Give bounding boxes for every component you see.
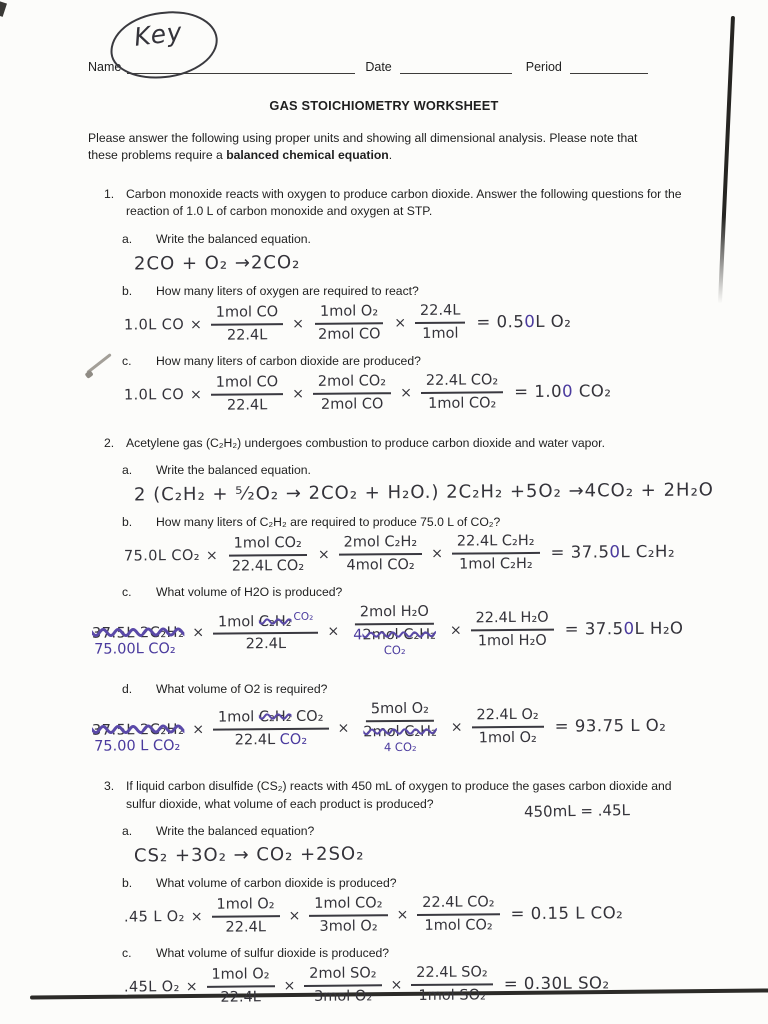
part-letter: c. xyxy=(122,585,132,600)
part-prompt: What volume of carbon dioxide is produced? xyxy=(156,875,397,890)
fraction-numerator xyxy=(417,894,500,915)
fraction xyxy=(471,707,544,747)
part-prompt-row xyxy=(122,232,708,246)
fraction-denominator xyxy=(423,393,501,412)
handwriting-fragment: 2mol CO xyxy=(317,325,381,343)
question-text: Acetylene gas (C₂H₂) undergoes combustion to produce carbon dioxide and water vapor. xyxy=(126,435,605,450)
multiply-sign: × xyxy=(431,545,444,562)
fraction-numerator xyxy=(211,304,284,325)
fraction xyxy=(211,896,279,936)
handwriting-fragment: 1mol CO₂ xyxy=(424,916,493,934)
handwriting-fragment: 2mol C₂H₂ xyxy=(343,533,418,551)
part-prompt: What volume of H2O is produced? xyxy=(156,585,343,600)
multiply-sign: × xyxy=(292,385,305,402)
fraction-numerator xyxy=(313,373,391,394)
fraction-numerator xyxy=(309,895,387,916)
handwritten-result xyxy=(504,974,610,994)
questions-list xyxy=(91,186,715,1006)
fraction-numerator xyxy=(229,535,307,556)
part-letter: d. xyxy=(122,681,133,696)
handwriting-fragment: = 1.0 xyxy=(514,382,563,402)
correction-text: 75.00L CO₂ xyxy=(94,641,176,659)
question-parts xyxy=(122,824,708,1005)
fraction-denominator xyxy=(419,915,497,934)
fraction xyxy=(211,304,284,344)
handwriting-fragment: 22.4L CO₂ xyxy=(231,557,305,575)
part-letter: c. xyxy=(122,946,132,961)
fraction xyxy=(227,535,310,575)
handwriting-fragment: 4mol CO₂ xyxy=(346,556,415,574)
handwriting-fragment: 2mol C₂H₂ xyxy=(363,723,437,740)
handwriting-fragment: 22.4L xyxy=(234,731,280,748)
question-part xyxy=(122,946,708,1004)
handwriting-fragment: 2mol H₂O xyxy=(359,603,429,621)
question-text: If liquid carbon disulfide (CS₂) reacts with 450 mL of oxygen to produce the gases carbon dioxide and sulfur dioxide, what volume of each product is produced? xyxy=(126,779,672,811)
handwritten-work-line xyxy=(124,479,715,506)
multiply-sign: × xyxy=(190,386,202,403)
fraction-numerator xyxy=(411,965,493,986)
multiply-sign: × xyxy=(337,719,350,737)
handwriting-fragment: 22.4L xyxy=(419,302,461,319)
handwritten-result xyxy=(476,312,571,332)
question-part xyxy=(122,354,708,412)
question-text: Carbon monoxide reacts with oxygen to produce carbon dioxide. Answer the following questions for the reaction of 1.0 L of carbon monoxide and oxygen at STP. xyxy=(126,187,682,219)
handwriting-fragment: 22.4L xyxy=(226,397,268,414)
fraction-numerator xyxy=(315,303,383,324)
date-blank-line xyxy=(400,55,512,74)
handwriting-fragment: 22.4L CO₂ xyxy=(422,894,495,911)
question-part xyxy=(122,515,708,573)
fraction xyxy=(470,610,553,650)
fraction xyxy=(211,374,284,414)
handwriting-fragment: 2mol SO₂ xyxy=(309,965,377,983)
question-parts xyxy=(91,462,715,755)
part-letter: b. xyxy=(122,514,133,529)
question-item xyxy=(104,778,708,1004)
handwritten-text xyxy=(124,547,200,564)
question-part xyxy=(122,231,708,275)
fraction xyxy=(411,965,493,1005)
handwriting-fragment: 0 xyxy=(524,311,536,332)
handwritten-equation: 2 (C₂H₂ + ⁵⁄₂O₂ → 2CO₂ + H₂O.) 2C₂H₂ +5O₂ →4CO₂ + 2H₂O xyxy=(133,479,715,506)
multiply-sign: × xyxy=(192,721,205,738)
fraction xyxy=(358,700,442,754)
part-prompt-row xyxy=(122,354,708,368)
handwriting-fragment: = 0.5 xyxy=(476,312,525,332)
multiply-sign: × xyxy=(190,316,202,333)
handwritten-text xyxy=(124,909,185,926)
fraction-denominator xyxy=(454,553,538,572)
handwriting-fragment: 1.0L CO xyxy=(123,316,185,334)
part-prompt-row xyxy=(122,682,708,696)
handwriting-fragment: L H₂O xyxy=(634,618,684,639)
handwriting-fragment: 1mol C₂H₂ xyxy=(459,555,533,573)
fraction xyxy=(304,966,382,1006)
fraction xyxy=(313,373,392,413)
header-row xyxy=(88,17,678,74)
handwriting-fragment: 1.0L CO xyxy=(123,386,185,404)
part-letter: b. xyxy=(122,283,133,298)
fraction xyxy=(213,611,319,654)
date-label: Date xyxy=(365,60,392,74)
fraction-numerator xyxy=(471,707,543,728)
handwriting-fragment: .45 L O₂ xyxy=(123,908,185,926)
part-prompt: How many liters of carbon dioxide are produced? xyxy=(156,354,421,369)
name-label: Name xyxy=(88,60,122,74)
handwritten-text xyxy=(124,317,184,334)
handwriting-fragment: 22.4L O₂ xyxy=(476,706,539,724)
handwriting-fragment: 22.4L H₂O xyxy=(475,609,549,627)
fraction-denominator xyxy=(314,916,382,935)
handwritten-work-line xyxy=(92,601,708,660)
question-number: 3. xyxy=(104,779,115,794)
question-part xyxy=(122,823,708,867)
handwriting-fragment: 1mol xyxy=(217,613,259,631)
handwritten-work-line xyxy=(124,892,708,936)
handwriting-fragment: = 37.5 xyxy=(550,542,610,562)
question-item xyxy=(91,435,715,755)
multiply-sign: × xyxy=(185,978,198,995)
fraction-numerator xyxy=(211,896,279,917)
multiply-sign: × xyxy=(192,624,205,641)
fraction-numerator xyxy=(366,700,434,721)
handwriting-fragment: 3mol O₂ xyxy=(313,988,373,1005)
correction xyxy=(91,721,185,755)
part-prompt: What volume of O2 is required? xyxy=(156,681,328,696)
handwriting-fragment: 1mol O₂ xyxy=(211,966,270,984)
fraction-numerator xyxy=(470,610,553,631)
question-text-row xyxy=(104,186,708,221)
part-letter: c. xyxy=(122,354,132,369)
instructions-bold-phrase: balanced chemical equation xyxy=(226,148,389,163)
correction-text: 75.00 L CO₂ xyxy=(94,738,181,755)
instructions-period: . xyxy=(388,148,393,163)
question-part xyxy=(122,462,715,506)
handwritten-result xyxy=(511,903,624,923)
multiply-sign: × xyxy=(400,384,412,401)
multiply-sign: × xyxy=(190,908,203,925)
multiply-sign: × xyxy=(292,315,305,332)
fraction-denominator xyxy=(316,394,389,413)
handwritten-equation: 2CO + O₂ →2CO₂ xyxy=(133,251,301,275)
fraction xyxy=(421,372,504,412)
part-prompt: How many liters of oxygen are required to react? xyxy=(156,283,419,298)
fraction-denominator xyxy=(222,395,273,414)
handwriting-fragment: 5mol O₂ xyxy=(370,700,430,717)
fraction-denominator xyxy=(348,624,441,643)
multiply-sign: × xyxy=(327,623,340,640)
fraction-numerator xyxy=(213,611,319,635)
question-number: 1. xyxy=(104,187,115,202)
handwriting-fragment: CO₂ xyxy=(293,610,314,623)
fraction-denominator xyxy=(413,985,490,1004)
handwritten-work-line xyxy=(124,840,708,866)
part-prompt: How many liters of C₂H₂ are required to produce 75.0 L of CO₂? xyxy=(156,514,501,529)
handwriting-fragment: 1mol CO xyxy=(215,374,279,391)
handwriting-fragment: 22.4L C₂H₂ xyxy=(456,532,535,550)
handwritten-work-line xyxy=(92,698,708,757)
period-label: Period xyxy=(525,60,562,74)
page-title: GAS STOICHIOMETRY WORKSHEET xyxy=(269,98,499,113)
multiply-sign: × xyxy=(450,718,463,736)
handwriting-fragment: CO₂ xyxy=(572,381,612,401)
crossed-out-text: 37.5L 2C₂H₂ xyxy=(91,624,185,642)
fraction-denominator xyxy=(341,554,419,573)
handwriting-fragment: C₂H₂ xyxy=(258,708,292,726)
handwritten-equation: CS₂ +3O₂ → CO₂ +2SO₂ xyxy=(133,843,365,867)
handwritten-note: 450mL = .45L xyxy=(523,801,631,822)
handwriting-fragment: = 93.75 L O₂ xyxy=(554,715,667,736)
handwritten-work-line xyxy=(124,531,708,575)
handwritten-text xyxy=(124,387,184,404)
question-number: 2. xyxy=(104,435,115,450)
fraction-numerator xyxy=(213,708,329,730)
fraction-denominator xyxy=(227,555,309,574)
fraction-denominator xyxy=(215,987,266,1006)
handwritten-result xyxy=(514,382,611,402)
fraction-correction-note xyxy=(384,644,406,657)
question-part xyxy=(91,681,708,755)
fraction-numerator xyxy=(415,302,466,323)
handwritten-text xyxy=(124,979,180,995)
fraction xyxy=(213,708,329,748)
handwriting-fragment: 22.4L xyxy=(220,989,261,1006)
handwriting-fragment: 1mol CO₂ xyxy=(314,895,383,912)
question-part xyxy=(122,876,708,934)
fraction-correction-note xyxy=(384,741,417,755)
handwritten-work-line xyxy=(124,963,708,1007)
handwriting-fragment: 2mol CO₂ xyxy=(317,373,387,391)
handwriting-fragment: CO₂ xyxy=(279,731,308,748)
fraction-denominator xyxy=(222,325,273,344)
handwriting-fragment: L C₂H₂ xyxy=(620,541,676,562)
handwriting-fragment: 1mol SO₂ xyxy=(418,987,486,1004)
fraction xyxy=(206,967,274,1007)
fraction-denominator xyxy=(417,323,463,342)
handwriting-fragment: = 37.5 xyxy=(564,619,624,640)
multiply-sign: × xyxy=(396,906,409,923)
handwriting-fragment: 22.4L SO₂ xyxy=(416,964,488,982)
question-parts xyxy=(122,232,708,413)
fraction-denominator xyxy=(241,634,292,653)
fraction-denominator xyxy=(474,727,542,746)
multiply-sign: × xyxy=(317,546,330,563)
part-prompt: Write the balanced equation? xyxy=(156,823,315,838)
part-prompt: Write the balanced equation. xyxy=(156,462,311,477)
fraction xyxy=(313,303,386,343)
multiply-sign: × xyxy=(394,314,407,331)
multiply-sign: × xyxy=(390,977,403,994)
handwritten-work-line xyxy=(124,371,708,415)
part-prompt: Write the balanced equation. xyxy=(156,231,311,246)
period-blank-line xyxy=(570,55,648,74)
handwriting-fragment: 1mol CO₂ xyxy=(233,534,302,552)
handwriting-fragment: 0 xyxy=(623,619,635,639)
fraction-numerator xyxy=(211,374,284,395)
fraction-denominator xyxy=(473,631,552,650)
handwriting-fragment: L O₂ xyxy=(535,311,572,331)
handwriting-fragment: 22.4L xyxy=(225,918,266,936)
handwriting-fragment: 1mol O₂ xyxy=(478,729,537,746)
fraction xyxy=(415,302,466,342)
part-prompt-row xyxy=(122,585,708,599)
handwriting-fragment: CO₂ xyxy=(291,708,324,725)
fraction xyxy=(417,894,500,934)
handwriting-fragment: 1mol xyxy=(217,709,259,726)
handwritten-name: Key xyxy=(132,17,185,52)
part-letter: a. xyxy=(122,823,133,838)
handwriting-fragment: 22.4L xyxy=(226,326,268,344)
fraction xyxy=(309,895,388,935)
fraction-numerator xyxy=(421,372,504,393)
fraction-denominator xyxy=(220,917,271,936)
fraction-denominator xyxy=(313,324,386,343)
handwriting-fragment: 1mol CO xyxy=(215,304,279,321)
fraction-numerator xyxy=(206,967,274,988)
question-part xyxy=(91,585,708,659)
handwritten-work-line xyxy=(124,300,708,344)
handwriting-fragment: 3mol O₂ xyxy=(319,917,378,935)
handwriting-fragment: 1mol O₂ xyxy=(216,896,275,913)
scan-artifact-right-line xyxy=(718,16,735,304)
instructions-paragraph xyxy=(88,130,652,164)
part-letter: a. xyxy=(122,462,133,477)
fraction-numerator xyxy=(355,604,434,625)
handwriting-fragment: 1mol CO₂ xyxy=(427,395,497,412)
part-prompt-row xyxy=(122,946,708,960)
handwriting-fragment: 4 CO₂ xyxy=(383,739,417,755)
handwritten-result xyxy=(555,716,667,736)
part-prompt-row xyxy=(122,463,708,477)
part-prompt-row xyxy=(122,876,708,890)
question-item xyxy=(104,186,708,412)
handwriting-fragment: CO₂ xyxy=(383,643,406,658)
handwriting-fragment: 1mol xyxy=(422,325,459,342)
multiply-sign: × xyxy=(205,547,218,564)
part-prompt-row xyxy=(122,284,708,298)
handwritten-result xyxy=(551,542,676,562)
fraction-numerator xyxy=(304,966,381,987)
handwriting-fragment: .45L O₂ xyxy=(123,979,180,996)
handwriting-fragment: 22.4L xyxy=(245,636,287,653)
handwriting-fragment: 2mol CO xyxy=(320,396,384,413)
fraction-denominator xyxy=(230,729,313,748)
handwriting-fragment: 0 xyxy=(561,381,574,402)
part-letter: b. xyxy=(122,875,133,890)
fraction-denominator xyxy=(309,986,377,1005)
handwriting-fragment: 22.4L CO₂ xyxy=(425,372,499,390)
fraction-denominator xyxy=(358,721,442,740)
handwriting-fragment: C₂H₂ xyxy=(258,613,292,630)
part-prompt-row xyxy=(122,515,708,529)
question-text-row xyxy=(104,435,708,452)
fraction xyxy=(452,533,540,573)
handwriting-fragment: 75.0L CO₂ xyxy=(123,547,201,565)
fraction xyxy=(339,534,423,574)
correction xyxy=(91,624,185,659)
fraction xyxy=(348,604,441,658)
handwriting-fragment: 4 xyxy=(353,627,363,644)
handwritten-result xyxy=(565,619,684,639)
instructions-text: Please answer the following using proper units and showing all dimensional analysis. Please note that these problems require a xyxy=(88,131,638,163)
multiply-sign: × xyxy=(283,978,296,995)
multiply-sign: × xyxy=(449,622,462,639)
part-letter: a. xyxy=(122,231,133,246)
fraction-numerator xyxy=(339,534,423,555)
handwriting-fragment: 1mol O₂ xyxy=(319,303,379,320)
handwriting-fragment: = 0.30L SO₂ xyxy=(503,973,610,994)
handwriting-fragment: 0 xyxy=(609,542,621,562)
question-part xyxy=(122,284,708,342)
handwritten-work-line xyxy=(124,248,708,274)
multiply-sign: × xyxy=(288,907,301,924)
part-prompt: What volume of sulfur dioxide is produced? xyxy=(156,946,390,961)
handwriting-fragment: 1mol H₂O xyxy=(477,632,547,650)
fraction-numerator xyxy=(452,533,540,554)
part-prompt-row xyxy=(122,824,708,838)
crossed-out-text: 37.5L 2C₂H₂ xyxy=(91,721,185,739)
handwriting-fragment: 2mol C₂H₂ xyxy=(362,626,437,644)
handwriting-fragment: = 0.15 L CO₂ xyxy=(510,903,624,924)
scan-artifact-corner-mark xyxy=(0,1,7,17)
